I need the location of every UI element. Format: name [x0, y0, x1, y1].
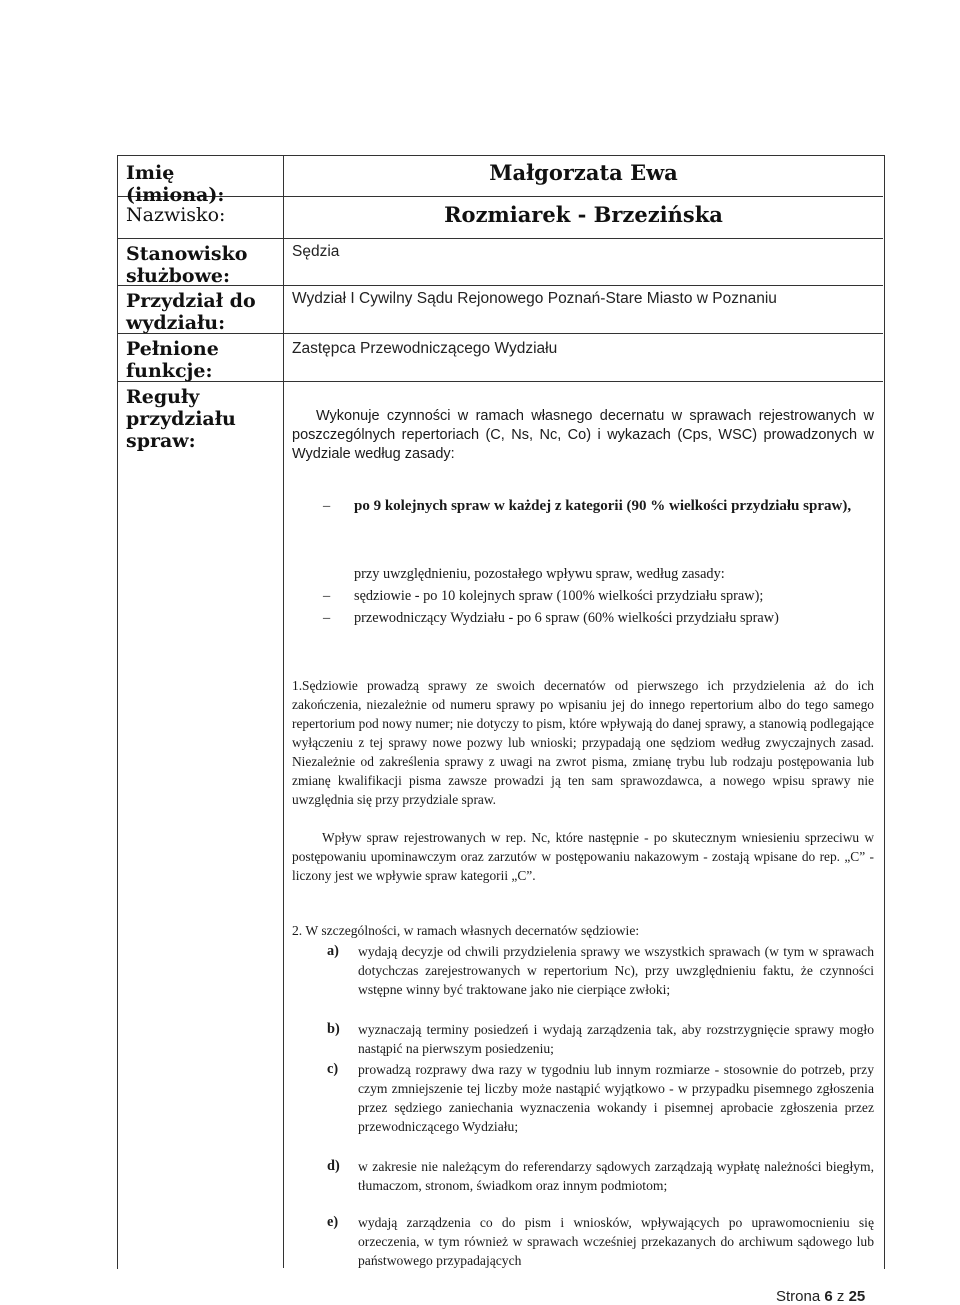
- last-name-label: Nazwisko:: [126, 204, 226, 226]
- inflow-intro: przy uwzględnieniu, pozostałego wpływu spraw, według zasady:: [354, 566, 725, 582]
- first-name-label: Imię (imiona):: [126, 162, 225, 206]
- inflow-item: sędziowie - po 10 kolejnych spraw (100% wielkości przydziału spraw);: [354, 588, 764, 604]
- column-divider: [283, 155, 284, 1268]
- point-1-nc: Wpływ spraw rejestrowanych w rep. Nc, które następnie - po skutecznym wniesieniu sprzeciwu w postępowaniu upominawczym oraz zarzutów w postępowaniu nakazowym - zostają wpisane do rep. „C” - liczony jest we wpływie spraw kategorii „C”.: [292, 830, 874, 883]
- list-item: prowadzą rozprawy dwa razy w tygodniu lub innym rozmiarze - stosownie do potrzeb, przy czym zmniejszenie tej liczby może nastąpić wyjątkowo - w przypadku pisemnego zgłoszenia przez sędziego zaniechania wyznaczenia wokandy i pisemnej aprobacie zgłoszenia przez przewodniczącego Wydziału;: [358, 1062, 874, 1134]
- page-current: 6: [824, 1288, 833, 1305]
- page-number: [776, 1288, 865, 1305]
- list-item-clip: [358, 1213, 874, 1268]
- functions-value: Zastępca Przewodniczącego Wydziału: [292, 340, 558, 357]
- list-marker: a): [327, 943, 339, 959]
- first-name-value: Małgorzata Ewa: [489, 160, 678, 185]
- list-item: w zakresie nie należącym do referendarzy sądowych zarządzają wypłatę należności biegłym, tłumaczom, stronom, świadkom oraz innym podmiotom;: [358, 1159, 874, 1193]
- list-item: wydają zarządzenia co do pism i wniosków, wpływających po uprawomocnieniu się orzeczenia, w tym również w sprawach wcześniej przekazanych do archiwum sądowego lub państwowego przypadających: [358, 1215, 874, 1268]
- rules-label: Reguły przydziału spraw:: [126, 386, 236, 452]
- page-total: 25: [848, 1288, 866, 1305]
- functions-label: Pełnione funkcje:: [126, 338, 219, 382]
- assignment-label: Przydział do wydziału:: [126, 290, 256, 334]
- dash-marker: –: [323, 588, 331, 604]
- inflow-item: przewodniczący Wydziału - po 6 spraw (60% wielkości przydziału spraw): [354, 610, 779, 626]
- list-marker: b): [327, 1021, 340, 1037]
- list-marker: d): [327, 1158, 340, 1174]
- point-1: 1.Sędziowie prowadzą sprawy ze swoich decernatów od pierwszego ich przydzielenia aż do ich zakończenia, niezależnie od numeru sprawy po wpisaniu jej do innego repertorium albo do tego samego repertorium pod nowy numer; nie dotyczy to pism, które wpływają do danej sprawy, a stanowią podlegające wyłączeniu z tej sprawy nowe pozwy lub wnioski; przypadają one sędziom według zwyczajnych zasad. Niezależnie od zakreślenia sprawy z uwagi na zwrot pisma, zmianę trybu lub rodzaju postępowania lub zmianę kwalifikacji pisma zawsze prowadzi ją ten sam sprawozdawca, a nowego wpisu sprawy nie uwzględnia się przy przydziale spraw.: [292, 678, 874, 807]
- list-marker: e): [327, 1214, 339, 1230]
- main-rule: po 9 kolejnych spraw w każdej z kategorii (90 % wielkości przydziału spraw),: [354, 498, 852, 514]
- rules-intro: Wykonuje czynności w ramach własnego decernatu w sprawach rejestrowanych w poszczególnych repertoriach (C, Ns, Nc, Co) i wykazach (Cps, WSC) prowadzonych w Wydziale według zasady:: [292, 408, 874, 462]
- point-2-intro: 2. W szczególności, w ramach własnych decernatów sędziowie:: [292, 923, 640, 938]
- assignment-value: Wydział I Cywilny Sądu Rejonowego Poznań-Stare Miasto w Poznaniu: [292, 290, 777, 307]
- dash-marker: –: [323, 610, 331, 626]
- row-divider: [118, 238, 883, 239]
- last-name-value: Rozmiarek - Brzezińska: [444, 202, 723, 227]
- position-value: Sędzia: [292, 243, 340, 260]
- dash-marker: –: [323, 498, 331, 514]
- page-prefix: Strona: [776, 1288, 821, 1305]
- list-marker: c): [327, 1061, 339, 1077]
- list-item: wyznaczają terminy posiedzeń i wydają zarządzenia tak, aby rozstrzygnięcie sprawy mogło nastąpić na pierwszym posiedzeniu;: [358, 1022, 874, 1056]
- list-item: wydają decyzje od chwili przydzielenia sprawy we wszystkich sprawach (w tym w sprawach dotychczas zarejestrowanych w repertorium Nc), przy uwzględnieniu faktu, że czynności wstępne winny być traktowane jako nie cierpiące zwłoki;: [358, 944, 874, 997]
- page-of: z: [836, 1288, 845, 1305]
- position-label: Stanowisko służbowe:: [126, 243, 248, 287]
